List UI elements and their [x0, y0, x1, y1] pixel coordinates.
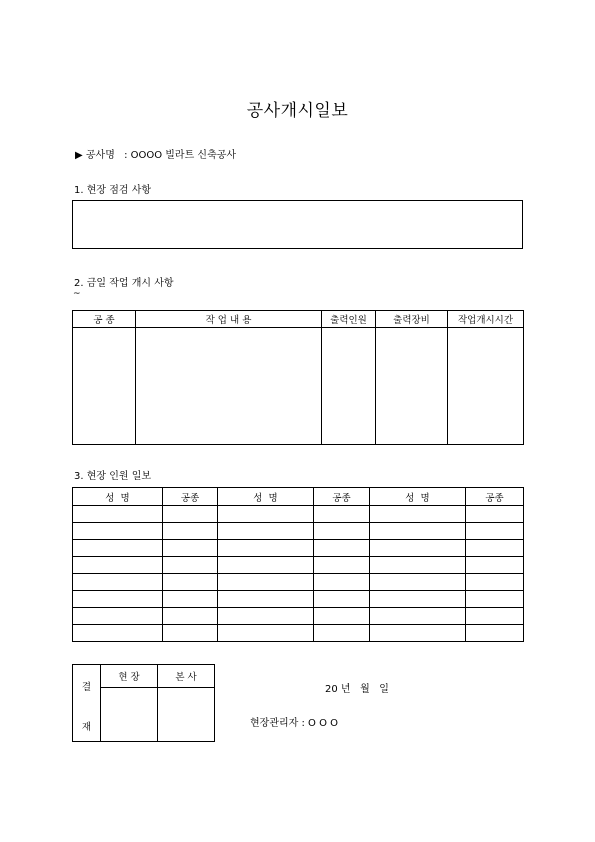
staff-cell[interactable]	[73, 557, 163, 574]
staff-cell[interactable]	[163, 557, 218, 574]
staff-cell[interactable]	[314, 608, 370, 625]
date-line: 20 년 월 일	[325, 684, 389, 695]
staff-cell[interactable]	[466, 608, 524, 625]
project-value: : OOOO 빌라트 신축공사	[124, 150, 237, 161]
staff-cell[interactable]	[218, 608, 314, 625]
staff-row	[73, 574, 524, 591]
section1-heading: 1. 현장 점검 사항	[74, 185, 152, 196]
work-header-cell: 출력인원	[322, 311, 376, 328]
staff-cell[interactable]	[370, 591, 466, 608]
staff-cell[interactable]	[466, 523, 524, 540]
staff-cell[interactable]	[218, 591, 314, 608]
staff-cell[interactable]	[370, 540, 466, 557]
manager-line: 현장관리자 : O O O	[250, 718, 338, 729]
staff-row	[73, 557, 524, 574]
staff-cell[interactable]	[370, 608, 466, 625]
staff-cell[interactable]	[163, 540, 218, 557]
staff-cell[interactable]	[163, 506, 218, 523]
work-cell[interactable]	[376, 328, 448, 445]
staff-table	[72, 487, 524, 642]
work-cell[interactable]	[448, 328, 524, 445]
approval-sign-site[interactable]	[101, 688, 158, 742]
staff-cell[interactable]	[218, 523, 314, 540]
staff-cell[interactable]	[163, 591, 218, 608]
staff-row	[73, 540, 524, 557]
staff-cell[interactable]	[370, 506, 466, 523]
staff-cell[interactable]	[466, 540, 524, 557]
staff-header-cell: 성 명	[218, 488, 314, 506]
staff-header-cell: 공종	[163, 488, 218, 506]
work-cell[interactable]	[136, 328, 322, 445]
work-header-cell: 작업개시시간	[448, 311, 524, 328]
work-header-cell: 출력장비	[376, 311, 448, 328]
staff-cell[interactable]	[370, 574, 466, 591]
approval-header-row	[73, 665, 215, 688]
staff-cell[interactable]	[218, 540, 314, 557]
staff-header-cell: 공종	[466, 488, 524, 506]
staff-cell[interactable]	[314, 591, 370, 608]
staff-cell[interactable]	[466, 574, 524, 591]
staff-cell[interactable]	[73, 591, 163, 608]
staff-cell[interactable]	[73, 506, 163, 523]
staff-row	[73, 625, 524, 642]
staff-cell[interactable]	[314, 506, 370, 523]
section3-heading: 3. 현장 인원 일보	[74, 471, 152, 482]
staff-cell[interactable]	[370, 523, 466, 540]
staff-header-cell: 성 명	[73, 488, 163, 506]
tilde-mark: ~	[73, 289, 81, 299]
staff-row	[73, 523, 524, 540]
staff-row	[73, 608, 524, 625]
staff-cell[interactable]	[314, 574, 370, 591]
staff-cell[interactable]	[370, 625, 466, 642]
staff-cell[interactable]	[218, 574, 314, 591]
staff-cell[interactable]	[314, 540, 370, 557]
work-start-table	[72, 310, 524, 445]
approval-col-site: 현 장	[101, 665, 158, 688]
document-title: 공사개시일보	[246, 101, 349, 121]
staff-cell[interactable]	[163, 574, 218, 591]
work-row	[73, 328, 524, 445]
work-cell[interactable]	[73, 328, 136, 445]
approval-side-cell	[73, 665, 101, 742]
staff-cell[interactable]	[466, 625, 524, 642]
inspection-box[interactable]	[72, 200, 523, 249]
staff-row	[73, 506, 524, 523]
triangle-bullet-icon: ▶	[75, 150, 83, 161]
approval-table	[72, 664, 215, 742]
staff-cell[interactable]	[73, 574, 163, 591]
staff-cell[interactable]	[73, 608, 163, 625]
approval-side-top: 결	[81, 682, 92, 693]
staff-cell[interactable]	[218, 557, 314, 574]
approval-col-hq: 본 사	[158, 665, 215, 688]
project-label: 공사명	[85, 150, 115, 161]
staff-cell[interactable]	[163, 608, 218, 625]
project-line	[75, 146, 236, 161]
staff-cell[interactable]	[218, 625, 314, 642]
staff-header-cell: 공종	[314, 488, 370, 506]
approval-side-bottom: 재	[81, 722, 92, 733]
staff-cell[interactable]	[466, 557, 524, 574]
staff-cell[interactable]	[314, 523, 370, 540]
staff-cell[interactable]	[73, 540, 163, 557]
staff-cell[interactable]	[370, 557, 466, 574]
staff-cell[interactable]	[163, 523, 218, 540]
work-header-cell: 공 종	[73, 311, 136, 328]
section2-heading: 2. 금일 작업 개시 사항	[74, 278, 174, 289]
work-cell[interactable]	[322, 328, 376, 445]
staff-cell[interactable]	[314, 625, 370, 642]
approval-sign-hq[interactable]	[158, 688, 215, 742]
staff-cell[interactable]	[218, 506, 314, 523]
work-header-cell: 작 업 내 용	[136, 311, 322, 328]
staff-header-cell: 성 명	[370, 488, 466, 506]
staff-cell[interactable]	[466, 591, 524, 608]
staff-cell[interactable]	[466, 506, 524, 523]
staff-cell[interactable]	[163, 625, 218, 642]
work-header-row	[73, 311, 524, 328]
staff-cell[interactable]	[73, 523, 163, 540]
staff-row	[73, 591, 524, 608]
staff-header-row	[73, 488, 524, 506]
staff-cell[interactable]	[73, 625, 163, 642]
staff-cell[interactable]	[314, 557, 370, 574]
